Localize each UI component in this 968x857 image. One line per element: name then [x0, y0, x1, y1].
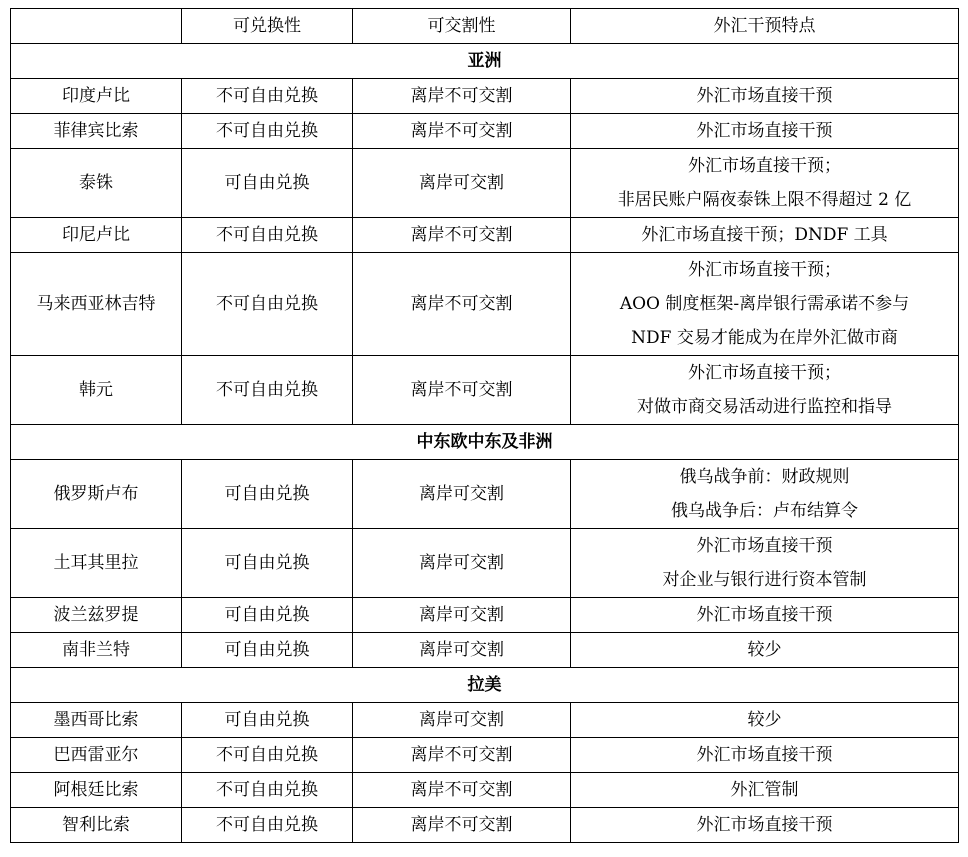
intervention-line: 外汇市场直接干预；	[688, 156, 841, 176]
section-header-row	[11, 425, 959, 460]
table-row	[11, 114, 959, 149]
intervention-line: 外汇市场直接干预；DNDF 工具	[641, 225, 888, 245]
cell-deliverability: 离岸可交割	[353, 703, 571, 738]
table-row	[11, 529, 959, 598]
section-title: 拉美	[11, 668, 959, 703]
intervention-line: 非居民账户隔夜泰铢上限不得超过 2 亿	[617, 190, 912, 210]
table-row	[11, 598, 959, 633]
cell-currency: 南非兰特	[11, 633, 182, 668]
header-intervention: 外汇干预特点	[571, 9, 959, 44]
section-header-row	[11, 668, 959, 703]
cell-convertibility: 不可自由兑换	[182, 773, 353, 808]
header-row	[11, 9, 959, 44]
cell-deliverability: 离岸可交割	[353, 149, 571, 218]
intervention-line: 较少	[747, 640, 782, 660]
cell-intervention	[571, 633, 959, 668]
cell-convertibility: 可自由兑换	[182, 529, 353, 598]
cell-currency: 智利比索	[11, 808, 182, 843]
intervention-line: 外汇市场直接干预	[696, 605, 833, 625]
cell-deliverability: 离岸不可交割	[353, 773, 571, 808]
cell-deliverability: 离岸可交割	[353, 633, 571, 668]
intervention-line: 外汇市场直接干预	[696, 86, 833, 106]
intervention-line: AOO 制度框架-离岸银行需承诺不参与	[619, 294, 910, 314]
cell-deliverability: 离岸不可交割	[353, 808, 571, 843]
cell-intervention	[571, 356, 959, 425]
intervention-line: 俄乌战争前：财政规则	[679, 467, 850, 487]
cell-intervention	[571, 808, 959, 843]
intervention-line: 外汇市场直接干预	[696, 745, 833, 765]
cell-currency: 韩元	[11, 356, 182, 425]
section-title: 亚洲	[11, 44, 959, 79]
cell-deliverability: 离岸不可交割	[353, 253, 571, 356]
cell-convertibility: 不可自由兑换	[182, 808, 353, 843]
intervention-line: 外汇市场直接干预；	[688, 363, 841, 383]
table-row	[11, 703, 959, 738]
table-row	[11, 218, 959, 253]
table-row	[11, 773, 959, 808]
cell-convertibility: 不可自由兑换	[182, 114, 353, 149]
cell-currency: 印尼卢比	[11, 218, 182, 253]
cell-intervention	[571, 79, 959, 114]
intervention-line: 外汇管制	[730, 780, 799, 800]
cell-convertibility: 不可自由兑换	[182, 253, 353, 356]
cell-intervention	[571, 460, 959, 529]
cell-convertibility: 不可自由兑换	[182, 738, 353, 773]
cell-currency: 俄罗斯卢布	[11, 460, 182, 529]
cell-deliverability: 离岸可交割	[353, 529, 571, 598]
cell-currency: 巴西雷亚尔	[11, 738, 182, 773]
intervention-line: 外汇市场直接干预	[696, 815, 833, 835]
intervention-line: 外汇市场直接干预	[696, 536, 833, 556]
header-deliverability: 可交割性	[353, 9, 571, 44]
cell-intervention	[571, 738, 959, 773]
cell-intervention	[571, 253, 959, 356]
cell-convertibility: 不可自由兑换	[182, 218, 353, 253]
cell-convertibility: 可自由兑换	[182, 633, 353, 668]
table-row	[11, 633, 959, 668]
cell-deliverability: 离岸不可交割	[353, 79, 571, 114]
intervention-line: 对企业与银行进行资本管制	[662, 570, 867, 590]
intervention-line: 外汇市场直接干预	[696, 121, 833, 141]
table-row	[11, 738, 959, 773]
cell-convertibility: 不可自由兑换	[182, 356, 353, 425]
table-row	[11, 808, 959, 843]
cell-deliverability: 离岸可交割	[353, 598, 571, 633]
cell-convertibility: 可自由兑换	[182, 460, 353, 529]
cell-deliverability: 离岸可交割	[353, 460, 571, 529]
intervention-line: 较少	[747, 710, 782, 730]
fx-intervention-table	[10, 8, 959, 843]
cell-convertibility: 不可自由兑换	[182, 79, 353, 114]
cell-intervention	[571, 598, 959, 633]
intervention-line: 对做市商交易活动进行监控和指导	[637, 397, 892, 417]
intervention-line: NDF 交易才能成为在岸外汇做市商	[631, 328, 898, 348]
section-header-row	[11, 44, 959, 79]
table-row	[11, 79, 959, 114]
cell-deliverability: 离岸不可交割	[353, 738, 571, 773]
cell-currency: 马来西亚林吉特	[11, 253, 182, 356]
table-wrapper	[10, 8, 959, 843]
cell-currency: 墨西哥比索	[11, 703, 182, 738]
cell-intervention	[571, 114, 959, 149]
cell-convertibility: 可自由兑换	[182, 149, 353, 218]
table-row	[11, 253, 959, 356]
cell-currency: 泰铢	[11, 149, 182, 218]
cell-deliverability: 离岸不可交割	[353, 218, 571, 253]
cell-intervention	[571, 703, 959, 738]
table-row	[11, 460, 959, 529]
cell-intervention	[571, 149, 959, 218]
cell-deliverability: 离岸不可交割	[353, 114, 571, 149]
section-title: 中东欧中东及非洲	[11, 425, 959, 460]
intervention-line: 外汇市场直接干预；	[688, 260, 841, 280]
cell-intervention	[571, 773, 959, 808]
cell-currency: 土耳其里拉	[11, 529, 182, 598]
cell-intervention	[571, 529, 959, 598]
header-currency	[11, 9, 182, 44]
intervention-line: 俄乌战争后：卢布结算令	[671, 501, 858, 521]
cell-deliverability: 离岸不可交割	[353, 356, 571, 425]
cell-currency: 菲律宾比索	[11, 114, 182, 149]
table-body	[11, 44, 959, 843]
cell-convertibility: 可自由兑换	[182, 703, 353, 738]
cell-convertibility: 可自由兑换	[182, 598, 353, 633]
cell-currency: 波兰兹罗提	[11, 598, 182, 633]
cell-currency: 阿根廷比索	[11, 773, 182, 808]
header-convertibility: 可兑换性	[182, 9, 353, 44]
table-row	[11, 356, 959, 425]
table-row	[11, 149, 959, 218]
cell-currency: 印度卢比	[11, 79, 182, 114]
cell-intervention	[571, 218, 959, 253]
